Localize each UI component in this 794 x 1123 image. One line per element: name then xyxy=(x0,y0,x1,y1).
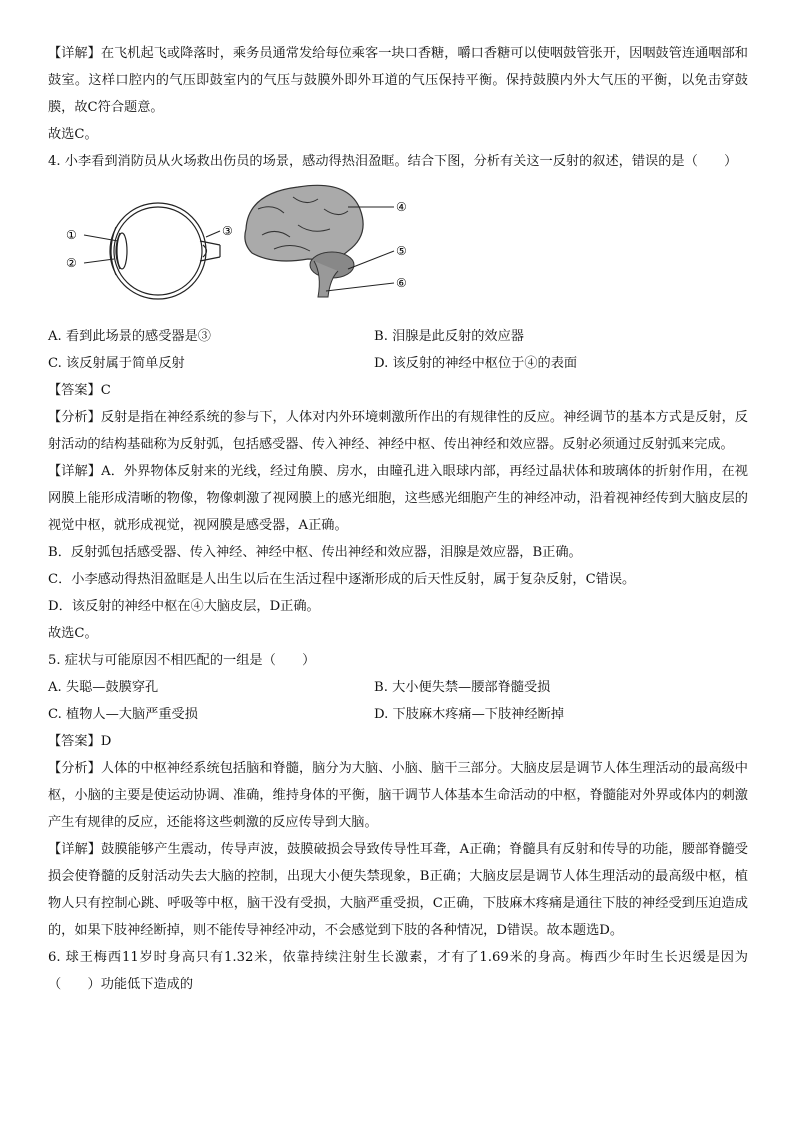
q5-option-d: D. 下肢麻木疼痛—下肢神经断掉 xyxy=(374,707,564,722)
q4-option-c: C. 该反射属于简单反射 xyxy=(48,356,185,371)
q4-detail-a: 【详解】A．外界物体反射来的光线，经过角膜、房水，由瞳孔进入眼球内部，再经过晶状体和玻璃体的折射作用，在视网膜上能形成清晰的物像，物像刺激了视网膜上的感光细胞，这些感光细胞产生的神经冲动，沿着视神经传到大脑皮层的视觉中枢，就形成视觉，视网膜是感受器，A正确。 xyxy=(48,464,748,533)
q4-option-b: B. 泪腺是此反射的效应器 xyxy=(374,329,524,344)
q3-conclusion: 故选C。 xyxy=(48,127,98,142)
q4-answer: 【答案】C xyxy=(48,383,111,398)
q5-option-b: B. 大小便失禁—腰部脊髓受损 xyxy=(374,680,551,695)
q4-detail-b: B．反射弧包括感受器、传入神经、神经中枢、传出神经和效应器，泪腺是效应器，B正确。 xyxy=(48,545,582,560)
q6-stem: 6. 球王梅西11岁时身高只有1.32米，依靠持续注射生长激素，才有了1.69米的身高。梅西少年时生长迟缓是因为（ ）功能低下造成的 xyxy=(48,950,748,992)
label-4: ④ xyxy=(396,200,407,214)
q4-detail-c: C．小李感动得热泪盈眶是人出生以后在生活过程中逐渐形成的后天性反射，属于复杂反射，C错误。 xyxy=(48,572,636,587)
q4-option-a: A. 看到此场景的感受器是③ xyxy=(48,329,211,344)
label-6: ⑥ xyxy=(396,276,407,290)
document-page xyxy=(48,40,748,998)
label-5: ⑤ xyxy=(396,244,407,258)
q5-stem: 5. 症状与可能原因不相匹配的一组是（ ） xyxy=(48,653,316,668)
q5-option-a: A. 失聪—鼓膜穿孔 xyxy=(48,680,159,695)
eye-and-brain-diagram xyxy=(48,179,748,319)
q4-stem: 4. 小李看到消防员从火场救出伤员的场景，感动得热泪盈眶。结合下图，分析有关这一反射的叙述，错误的是（ ） xyxy=(48,154,738,169)
q5-option-c: C. 植物人—大脑严重受损 xyxy=(48,707,198,722)
q5-answer: 【答案】D xyxy=(48,734,112,749)
q4-conclusion: 故选C。 xyxy=(48,626,98,641)
q4-detail-d: D．该反射的神经中枢在④大脑皮层，D正确。 xyxy=(48,599,320,614)
q4-option-d: D. 该反射的神经中枢位于④的表面 xyxy=(374,356,578,371)
q4-figure xyxy=(48,179,748,319)
q5-analysis: 【分析】人体的中枢神经系统包括脑和脊髓，脑分为大脑、小脑、脑干三部分。大脑皮层是调节人体生理活动的最高级中枢，小脑的主要是使运动协调、准确，维持身体的平衡，脑干调节人体基本生命活动的中枢，脊髓能对外界或体内的刺激产生有规律的反应，还能将这些刺激的反应传导到大脑。 xyxy=(48,761,748,830)
label-2: ② xyxy=(66,256,77,270)
q5-detail: 【详解】鼓膜能够产生震动，传导声波，鼓膜破损会导致传导性耳聋，A正确；脊髓具有反射和传导的功能，腰部脊髓受损会使脊髓的反射活动失去大脑的控制，出现大小便失禁现象，B正确；大脑皮层是调节人体生理活动的最高级中枢，植物人只有控制心跳、呼吸等中枢，脑干没有受损，大脑严重受损，C正确，下肢麻木疼痛是通往下肢的神经受到压迫造成的，如果下肢神经断掉，则不能传导神经冲动，不会感觉到下肢的各种情况，D错误。故本题选D。 xyxy=(48,842,748,938)
q3-detail: 【详解】在飞机起飞或降落时，乘务员通常发给每位乘客一块口香糖，嚼口香糖可以使咽鼓管张开，因咽鼓管连通咽部和鼓室。这样口腔内的气压即鼓室内的气压与鼓膜外即外耳道的气压保持平衡。保持鼓膜内外大气压的平衡，以免击穿鼓膜，故C符合题意。 xyxy=(48,46,748,115)
q5-options xyxy=(48,674,748,728)
label-1: ① xyxy=(66,228,77,242)
q4-options xyxy=(48,323,748,377)
label-3: ③ xyxy=(222,224,233,238)
eye-illustration xyxy=(110,203,220,299)
q4-analysis: 【分析】反射是指在神经系统的参与下，人体对内外环境刺激所作出的有规律性的反应。神经调节的基本方式是反射，反射活动的结构基础称为反射弧，包括感受器、传入神经、神经中枢、传出神经和效应器。反射必须通过反射弧来完成。 xyxy=(48,410,748,452)
brain-illustration xyxy=(245,185,363,297)
